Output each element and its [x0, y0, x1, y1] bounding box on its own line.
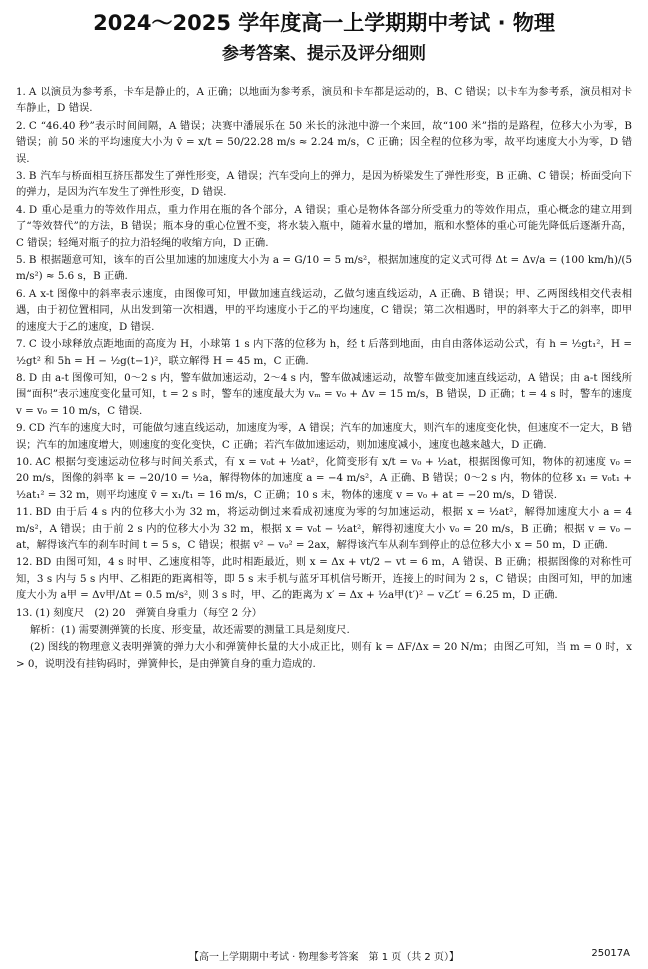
item-answer: D: [28, 371, 38, 384]
item-answer: C: [28, 338, 37, 351]
item-answer: AC: [35, 455, 51, 468]
page-subtitle: 参考答案、提示及评分细则: [222, 44, 426, 64]
item-number: 2.: [16, 119, 26, 132]
page-footer: [0, 948, 648, 963]
item-explanation: 重心是重力的等效作用点，重力作用在瓶的各个部分，A 错误；重心是物体各部分所受重力的等效作用点，重心概念的建立用到了“等效替代”的方法，B 错误；瓶本身的重心位置不变，将水装入瓶中，随着水量的增加，瓶和水整体的重心可能先降低后逐渐升高，C 错误；轻绳对瓶子的拉力沿轻绳的收缩方向，D 正确.: [16, 203, 632, 249]
item-number: 5.: [16, 254, 26, 267]
item-explanation: 根据匀变速运动位移与时间关系式，有 x = v₀t + ½at²，化简变形有 x/t = v₀ + ½at，根据图像可知，物体的初速度 v₀ = 20 m/s，图像的斜率 k = −20/10 = ½a，解得物体的加速度 a = −4 m/s²，A 正确、B 错误；0～2 s 内，物体的位移 x₁ = v₀t₁ + ½at₁² = 32 m，则平均速度 v̄ = x₁/t₁ = 16 m/s，C 正确；10 s 末，物体的速度 v = v₀ + at = −20 m/s，D 错误.: [16, 455, 632, 501]
answer-item-9: [16, 420, 632, 453]
item-number: 6.: [16, 287, 26, 300]
item-number: 10.: [16, 455, 33, 468]
item-answer: B: [28, 254, 37, 267]
answer-item-11: [16, 504, 632, 553]
item-answer: (1) 刻度尺 (2) 20 弹簧自身重力（每空 2 分）: [35, 606, 263, 619]
footer-code: 25017A: [591, 948, 630, 959]
answer-item-6: [16, 286, 632, 335]
answer-item-13: [16, 605, 632, 621]
answer-item-3: [16, 168, 632, 201]
item-explanation: “46.40 秒”表示时间间隔，A 错误；决赛中潘展乐在 50 米长的泳池中游一个来回，故“100 米”指的是路程，位移大小为零，B 错误；前 50 米的平均速度大小为 v̄ = x/t = 50/22.28 m/s ≈ 2.24 m/s，C 正确；因全程的位移为零，故平均速度大小为零，D 错误.: [16, 119, 632, 165]
answer-item-10: [16, 454, 632, 503]
answer-item-5: [16, 252, 632, 285]
item-answer: A: [28, 86, 37, 98]
item-explanation: 由于后 4 s 内的位移大小为 32 m，将运动倒过来看成初速度为零的匀加速运动，根据 x = ½at²，解得加速度大小 a = 4 m/s²，A 错误；由于前 2 s 内的位移大小为 32 m，根据 x = v₀t − ½at²，解得初速度大小 v₀ = 20 m/s，B 正确；根据 v = v₀ − at，解得该汽车的刹车时间 t = 5 s，C 错误；根据 v² − v₀² = 2ax，解得该汽车从刹车到停止的总位移大小 x = 50 m，D 正确.: [16, 506, 632, 551]
answer-item-4: [16, 202, 632, 251]
footer-page-info: 【高一上学期期中考试 · 物理参考答案 第 1 页（共 2 页）】: [189, 952, 459, 963]
item-number: 8.: [16, 371, 26, 384]
answer-item-7: [16, 336, 632, 369]
item-explanation: 汽车与桥面相互挤压都发生了弹性形变，A 错误；汽车受向上的弹力，是因为桥梁发生了弹性形变，B 正确、C 错误；桥面受向下的弹力，是因为汽车发生了弹性形变，D 错误.: [16, 170, 632, 199]
item-number: 13.: [16, 606, 33, 619]
item-answer: BD: [35, 506, 52, 519]
item-explanation: 设小球释放点距地面的高度为 H，小球第 1 s 内下落的位移为 h，经 t 后落到地面，由自由落体运动公式，有 h = ½gt₁²，H = ½gt² 和 5h = H − ½g(t−1)²，联立解得 H = 45 m，C 正确.: [16, 338, 632, 367]
item-explanation: 汽车的速度大时，可能做匀速直线运动，加速度为零，A 错误；汽车的加速度大，则汽车的速度变化快，但速度不一定大，B 错误；汽车的加速度增大，则速度的变化变快，C 正确；若汽车做加速运动，则加速度减小，速度也越来越大，D 正确.: [16, 422, 632, 451]
page-title: 2024～2025 学年度高一上学期期中考试 · 物理: [93, 11, 555, 35]
answer-item-8: [16, 370, 632, 419]
item-number: 12.: [16, 556, 33, 569]
answer-item-13-analysis-1: 解析：(1) 需要测弹簧的长度、形变量，故还需要的测量工具是刻度尺.: [30, 624, 350, 636]
item-answer: A: [28, 287, 37, 300]
item-answer: D: [28, 203, 38, 216]
item-explanation: 由图可知，4 s 时甲、乙速度相等，此时相距最近，则 x = Δx + vt/2 − vt = 6 m，A 错误、B 正确；根据图像的对称性可知，3 s 内与 5 s 内甲、乙相距的距离相等，即 5 s 末手机与蓝牙耳机信号断开，连接上的时间为 2 s，C 错误；由图可知，甲的加速度大小为 a甲 = Δv甲/Δt = 0.5 m/s²，则 3 s 时，甲、乙的距离为 x′ = Δx + ½a甲(t′)² − v乙t′ = 6.25 m，D 正确.: [16, 556, 632, 602]
item-number: 3.: [16, 170, 26, 183]
item-number: 7.: [16, 338, 26, 351]
item-number: 1.: [16, 86, 26, 98]
answer-item-13-analysis-2: (2) 图线的物理意义表明弹簧的弹力大小和弹簧伸长量的大小成正比，则有 k = ΔF/Δx = 20 N/m；由图乙可知，当 m = 0 时，x > 0，说明没有挂钩码时，弹簧伸长，是由弹簧自身的重力造成的.: [16, 641, 632, 670]
item-explanation: x-t 图像中的斜率表示速度，由图像可知，甲做加速直线运动，乙做匀速直线运动，A 正确、B 错误；甲、乙两图线相交代表相遇，由于初位置相同，从出发到第一次相遇，甲的平均速度小于乙的平均速度，C 错误；第二次相遇时，甲的斜率大于乙的斜率，即甲的速度大于乙的速度，D 错误.: [16, 287, 632, 333]
item-answer: CD: [28, 422, 45, 435]
item-answer: C: [28, 119, 37, 132]
item-explanation: 由 a-t 图像可知，0～2 s 内，警车做加速运动，2～4 s 内，警车做减速运动，故警车做变加速直线运动，A 错误；由 a-t 图线所围“面积”表示速度变化量可知，t = 2 s 时，警车的速度最大为 vₘ = v₀ + Δv = 15 m/s，B 错误，D 正确；t = 4 s 时，警车的速度 v = v₀ = 10 m/s，C 错误.: [16, 371, 632, 417]
item-answer: BD: [35, 556, 52, 569]
answer-list: [16, 84, 632, 672]
item-explanation: 根据题意可知，该车的百公里加速的加速度大小为 a = G/10 = 5 m/s²，根据加速度的定义式可得 Δt = Δv/a = (100 km/h)/(5 m/s²) ≈ 5.6 s，B 正确.: [16, 254, 632, 283]
item-number: 4.: [16, 203, 26, 216]
item-number: 11.: [16, 506, 33, 519]
answer-item-2: [16, 118, 632, 167]
answer-item-12: [16, 554, 632, 603]
item-answer: B: [28, 170, 37, 183]
answer-item-1: [16, 84, 632, 117]
item-number: 9.: [16, 422, 26, 435]
item-explanation: 以演员为参考系，卡车是静止的，A 正确；以地面为参考系，演员和卡车都是运动的，B、C 错误；以卡车为参考系，演员相对卡车静止，D 错误.: [16, 86, 632, 115]
